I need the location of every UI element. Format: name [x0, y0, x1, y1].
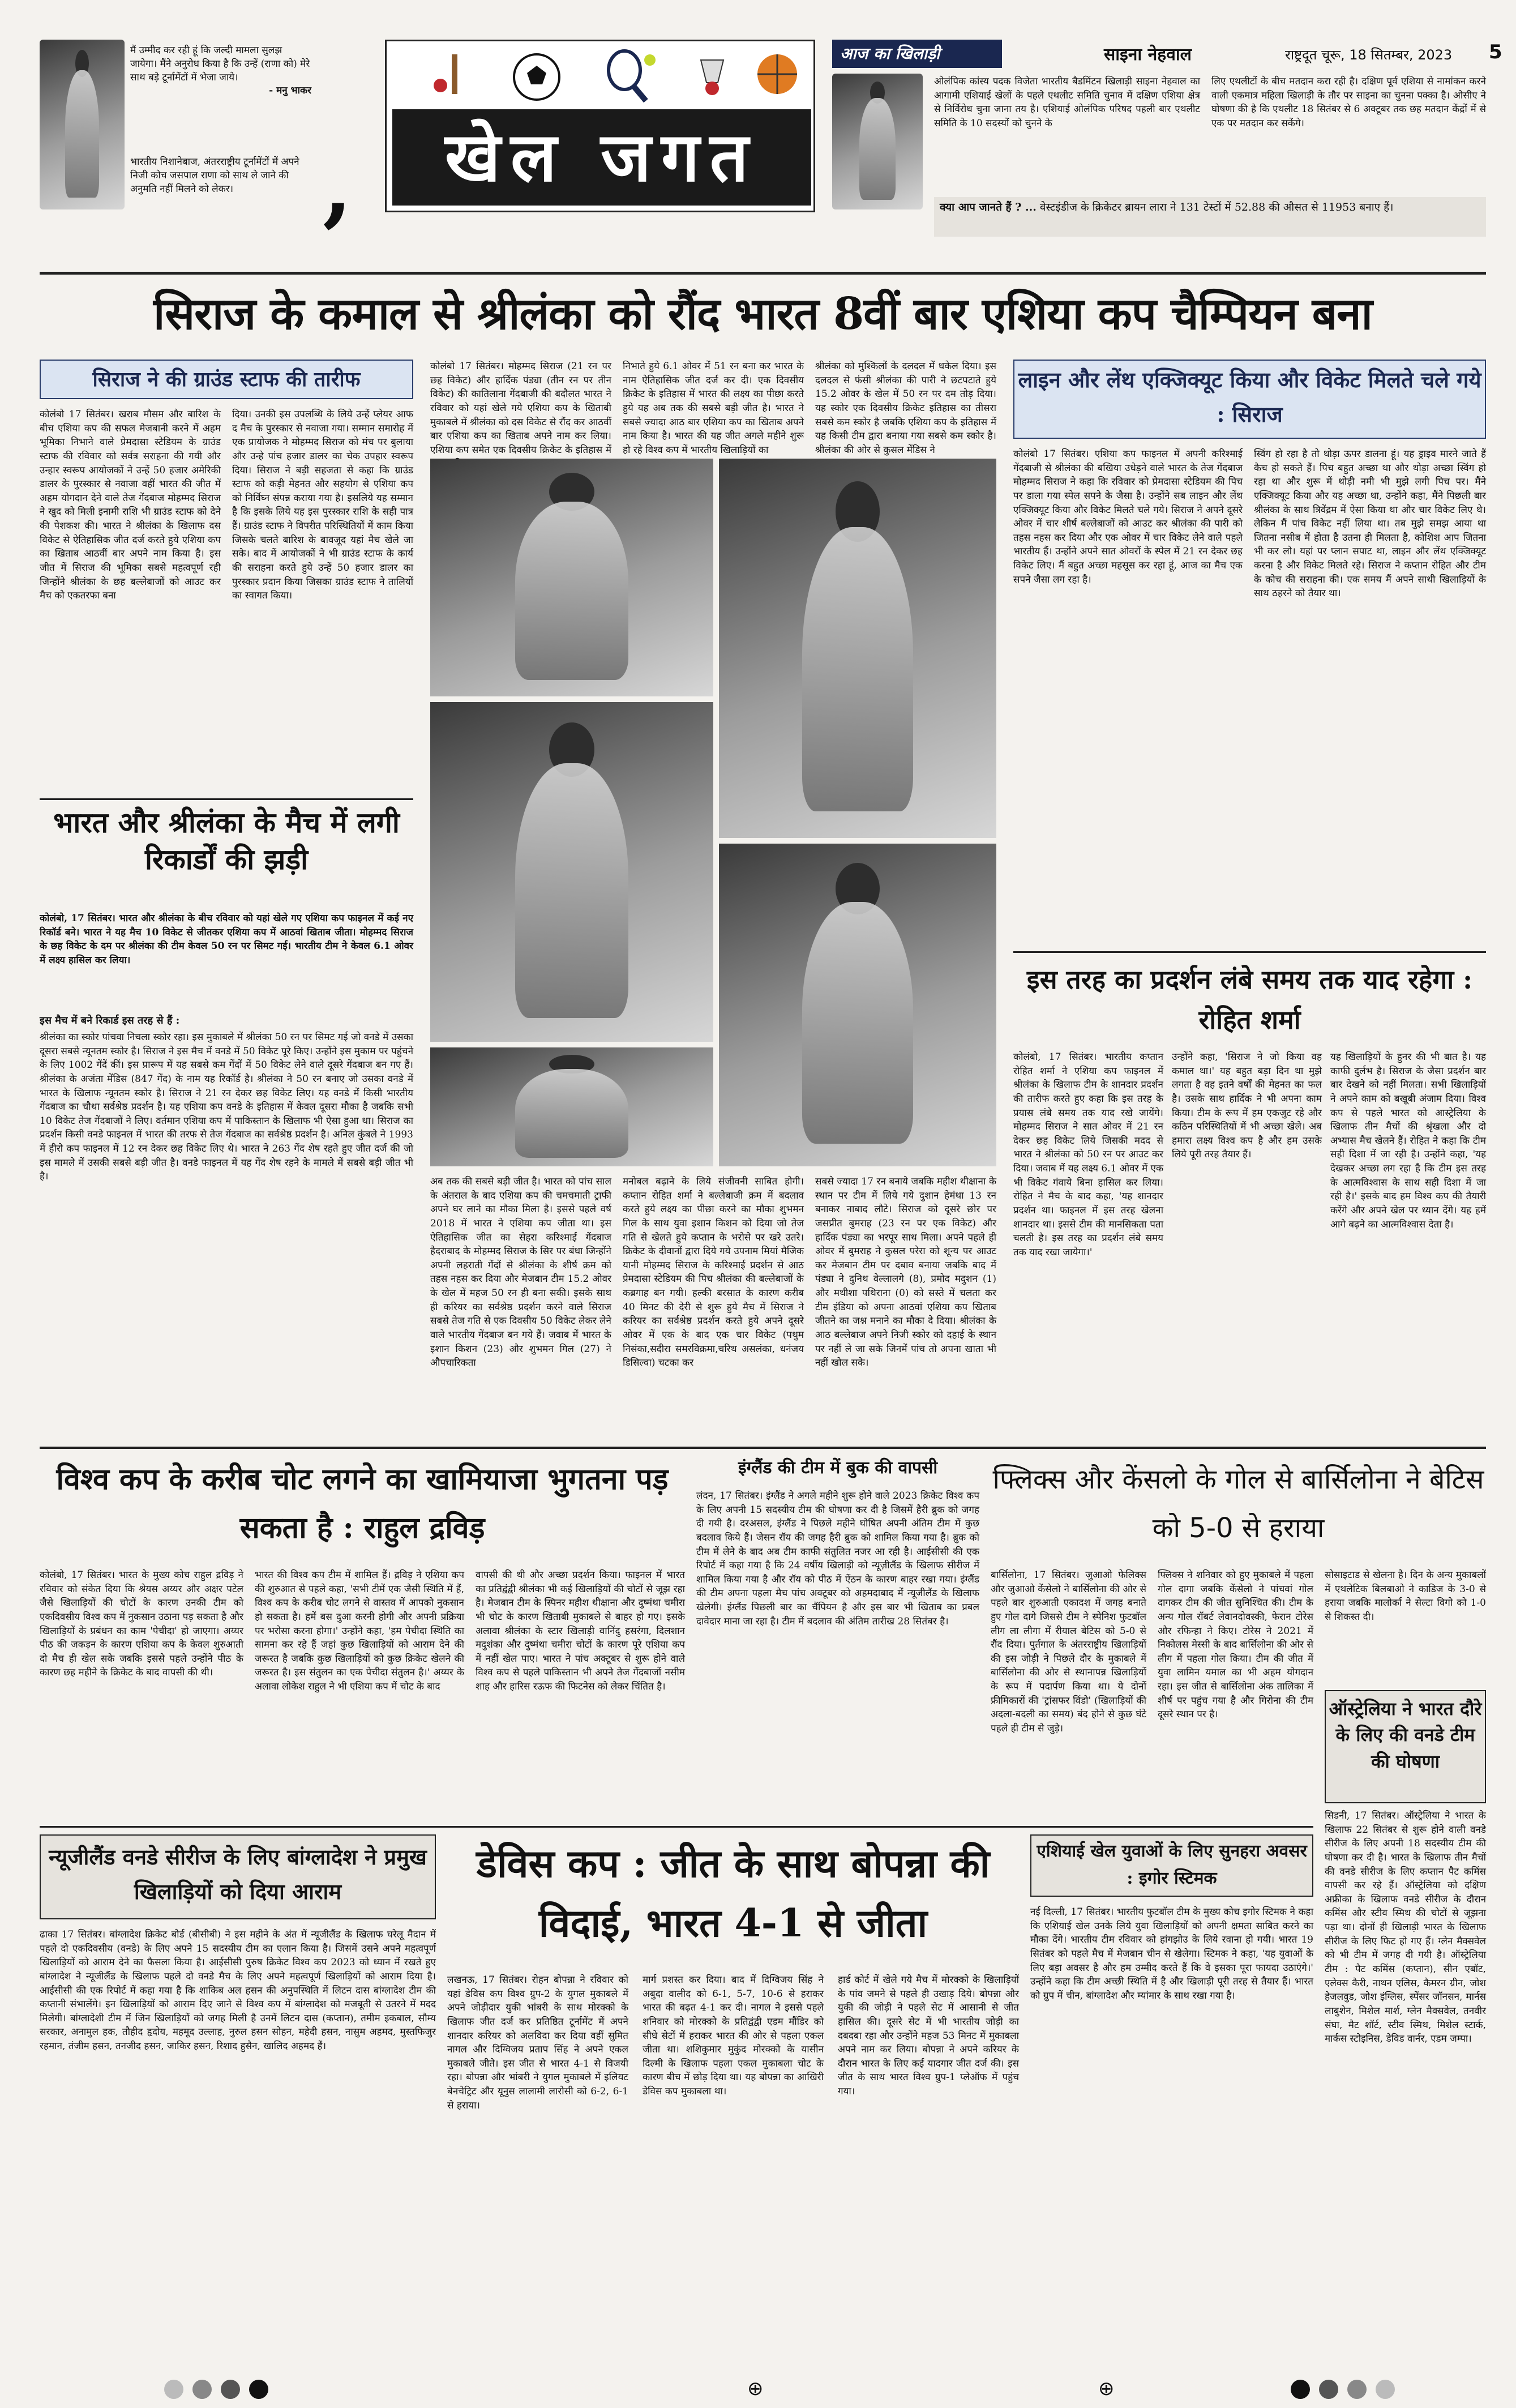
edition-dateline: राष्ट्रदूत चूरू, 18 सितम्बर, 2023 — [1285, 47, 1453, 63]
siraj-photo-4 — [719, 844, 996, 1166]
asian-games-body: नई दिल्ली, 17 सितंबर। भारतीय फुटबॉल टीम के मुख्य कोच इगोर स्टिमक ने कहा कि एशियाई खेल उनके लिये युवा खिलाड़ियों को अपनी क्षमता साबित करने का मौका देंगे। भारतीय टीम रविवार को हांगझोउ के लिये रवाना हो गयी। भारत 19 सितंबर को पहले मैच में मेजबान चीन से खेलेगा। स्टिमक ने कहा, 'यह युवाओं के लिए बड़ा अवसर है और हम उम्मीद करते हैं कि वे इसका पूरा फायदा उठाएंगे।' उन्होंने कहा कि टीम अच्छी स्थिति में है और खिलाड़ी पूरी तरह से तैयार हैं। भारत को ग्रुप में चीन, बांग्लादेश और म्यांमार के साथ रखा गया है। — [1030, 1906, 1313, 2001]
trivia-answer: वेस्टइंडीज के क्रिकेटर ब्रायन लारा ने 131 टेस्टों में 52.88 की औसत से 11953 बनाए हैं। — [1039, 201, 1394, 213]
cricket-icon — [432, 52, 477, 97]
color-registration-marks — [0, 2375, 1516, 2403]
section-rule — [40, 1447, 1486, 1449]
davis-col2: मार्ग प्रशस्त कर दिया। बाद में दिग्विजय सिंह ने अबुदा वालीद को 6-1, 5-7, 10-6 से हराकर भारत की बढ़त 4-1 कर दी। नागल ने इससे पहले शनिवार को मोरक्को के प्रतिद्वंद्वी एडम मौंडिर को सीधे सेटों में हराकर भारत की ओर से पहला एकल जीता था। शशिकुमार मुकुंद मोरक्को के यासीन दिल्मी के खिलाफ पहला एकल मुकाबला चोट के कारण बीच में छोड़ दिया था। यह बोपन्ना का आखिरी डेविस कप मुकाबला था। — [643, 1974, 824, 2098]
ground-staff-headline: सिराज ने की ग्राउंड स्टाफ की तारीफ — [40, 360, 413, 399]
rahul-col2: भारत की विश्व कप टीम में शामिल हैं। द्रविड़ ने एशिया कप की शुरुआत से पहले कहा, 'सभी टीमें एक जैसी स्थिति में हैं, विश्व कप के करीब चोट लगने से वास्तव में आपको नुकसान हो सकता है। हमें बस दुआ करनी होगी और अपनी प्रक्रिया पर भरोसा करना होगा।' उन्होंने कहा, 'हम पेचीदा स्थिति का सामना कर रहे हैं जहां कुछ खिलाड़ियों को आराम देने की जरूरत है जबकि कुछ खिलाड़ियों को कुछ क्रिकेट खेलने की जरूरत है। इस संतुलन का एक पेचीदा संतुलन है।' अय्यर के अलावा लोकेश राहुल ने भी एशिया कप में चोट के बाद — [255, 1569, 464, 1693]
records-subhead: इस मैच में बने रिकार्ड इस तरह से हैं : — [40, 1015, 180, 1026]
records-lead: कोलंबो, 17 सितंबर। भारत और श्रीलंका के बीच रविवार को यहां खेले गए एशिया कप फाइनल में कई नए रिकॉर्ड बने। भारत ने यह मैच 10 विकेट से जीतकर एशिया कप में आठवां खिताब जीता। मोहम्मद सिराज के छह विकेट के दम पर श्रीलंका की टीम केवल 50 रन पर सिमट गई। भारतीय टीम ने केवल 6.1 ओवर में लक्ष्य हासिल कर लिया। — [40, 913, 413, 966]
registration-dot — [164, 2380, 183, 2399]
masthead-rule — [40, 272, 1486, 275]
lead-story-bottom-col2: मनोबल बढ़ाने के लिये संजीवनी साबित होगी। कप्तान रोहित शर्मा ने बल्लेबाजी क्रम में बदलाव करते हुये लक्ष्य का पीछा करने का मौका शुभमन गिल के साथ युवा इशान किशन को दिया जो तेज गति से खेलते हुये कप्तान के भरोसे पर खरे उतरे। क्रिकेट के दीवानों द्वारा दिये गये उपनाम मियां मैजिक यानी मोहम्मद सिराज के करिश्माई प्रदर्शन से आठ प्रेमदासा स्टेडियम की पिच श्रीलंका की बल्लेबाजों के कब्रगाह बन गयी। हल्की बरसात के कारण करीब 40 मिनट की देरी से शुरू हुये मैच में सिराज ने करियर का सर्वश्रेष्ठ प्रदर्शन करते हुये अपने दूसरे ओवर में एक के बाद एक चार विकेट (पथुम निसंका,सदीरा समरविक्रमा,चरिथ असलंका, धनंजय डिसिल्वा) चटका कर — [623, 1176, 804, 1369]
barcelona-col2: फ्लिक्स ने शनिवार को हुए मुकाबले में पहला गोल दागा जबकि केंसेलो ने पांचवां गोल दागकर टीम की जीत सुनिश्चित की। टीम के अन्य गोल रॉबर्ट लेवानदोवस्की, फेरान टोरेस और रफिन्हा ने किए। टोरेस ने 2021 में निकोलस मेस्सी के बाद बार्सिलोना की ओर से लीग में पहला गोल किया। टीम की जीत में युवा लामिन यमाल का भी अहम योगदान रहा। इस जीत से बार्सिलोना अंक तालिका में शीर्ष पर पहुंच गया है और गिरोना की टीम दूसरे स्थान पर है। — [1158, 1569, 1313, 1721]
asian-games-headline: एशियाई खेल युवाओं के लिए सुनहरा अवसर : इगोर स्टिमक — [1030, 1834, 1313, 1897]
records-body: श्रीलंका का स्कोर पांचवा निचला स्कोर रहा। इस मुकाबले में श्रीलंका 50 रन पर सिमट गई जो वनडे में उसका दूसरा सबसे न्यूनतम स्कोर है। सिराज ने इस मैच में वनडे में 50 विकेट पूरे किए। उन्होंने इस मुकाम पर पहुंचने के लिए 1002 गेंदें कीं। इस प्रारूप में यह सबसे कम गेंदों में 50 विकेट लेने वाले दूसरे गेंदबाज बन गए हैं। श्रीलंका के अजंता मेंडिस (847 गेंद) के नाम यह रिकॉर्ड है। श्रीलंका ने 50 रन बनाए जो उसका वनडे में भारत के खिलाफ न्यूनतम स्कोर है। सिराज ने 21 रन देकर छह विकेट लिए। यह वनडे में किसी भारतीय गेंदबाज का चौथा सर्वश्रेष्ठ प्रदर्शन है। यह एशिया कप वनडे के इतिहास में केवल दूसरा मौका है जबकि सभी 10 विकेट तेज गेंदबाजों ने लिए। वर्तमान एशिया कप में पाकिस्तान के खिलाफ भी ऐसा हुआ था। सिराज का प्रदर्शन किसी वनडे फाइनल में भारत की तरफ से तेज गेंदबाज का सर्वश्रेष्ठ प्रदर्शन है। अनिल कुंबले ने 1993 में हीरो कप फाइनल में 12 रन देकर छह विकेट लिए थे। भारत ने 263 गेंद शेष रहते हुए जीत दर्ज की जो इस मामले में उसकी सबसे बड़ी जीत है। वनडे फाइनल में यह गेंद शेष रहने के मामले में सबसे बड़ी जीत भी है। — [40, 1032, 413, 1183]
lead-story-col3: श्रीलंका को मुश्किलों के दलदल में धकेल दिया। इस दलदल से फंसी श्रीलंका की पारी ने छटपटाते हुये 15.2 ओवर के खेल में 50 रन पर दम तोड़ दिया। यह स्कोर एक दिवसीय क्रिकेट इतिहास का तीसरा सबसे कम स्कोर है जबकि एशिया कप के इतिहास में यह किसी टीम द्वारा बनाया गया सबसे कम स्कोर है। श्रीलंका की ओर से कुसल मेंडिस ने — [815, 361, 996, 456]
rohit-col1: कोलंबो, 17 सितंबर। भारतीय कप्तान रोहित शर्मा ने एशिया कप फाइनल में श्रीलंका के खिलाफ टीम के शानदार प्रदर्शन की तारीफ करते हुए कहा कि इस तरह के प्रयास लंबे समय तक याद रखे जायेंगे। मोहम्मद सिराज ने सात ओवर में 21 रन देकर छह विकेट लिये जिसकी मदद से भारत ने श्रीलंका को 50 रन पर आउट कर दिया। जवाब में यह लक्ष्य 6.1 ओवर में एक भी विकेट गंवाये बिना हासिल कर लिया। रोहित ने मैच के बाद कहा, 'यह शानदार प्रदर्शन था। फाइनल में इस तरह खेलना शानदार था। इससे टीम की मानसिकता पता चलती है। इस तरह का प्रदर्शन लंबे समय तक याद रखा जायेगा।' — [1013, 1051, 1164, 1258]
rahul-col1: कोलंबो, 17 सितंबर। भारत के मुख्य कोच राहुल द्रविड़ ने रविवार को संकेत दिया कि श्रेयस अय्यर और अक्षर पटेल जैसे खिलाड़ियों की चोटों के कारण उनकी टीम को एकदिवसीय विश्व कप में नुकसान उठाना पड़ सकता है और खिलाड़ियों के प्रबंधन का काम 'पेचीदा' हो जाएगा। अय्यर पीठ की जकड़न के कारण एशिया कप के केवल शुरुआती दो मैच ही खेल सके जबकि इससे पहले उन्होंने पीठ के कारण छह महीने के क्रिकेट के बाद वापसी की थी। — [40, 1569, 243, 1679]
player-bio-col1: ओलंपिक कांस्य पदक विजेता भारतीय बैडमिंटन खिलाड़ी साइना नेहवाल का आगामी एशियाई खेलों के पहले एथलीट समिति चुनाव में दक्षिण एशिया क्षेत्र से निर्विरोध चुना जाना तय है। एशियाई ओलंपिक परिषद पहली बार एथलीट समिति के 10 सदस्यों को चुनने के — [934, 76, 1200, 129]
tennis-icon — [602, 49, 658, 105]
basketball-icon — [755, 52, 800, 97]
player-of-day-label: आज का खिलाड़ी — [832, 40, 1002, 68]
siraj-photo-3 — [430, 702, 713, 1042]
section-title-block — [385, 40, 815, 212]
manu-bhaker-photo — [40, 40, 125, 209]
rana-caption: भारतीय निशानेबाज, अंतरराष्ट्रीय टूर्नामेंटों में अपने निजी कोच जसपाल राणा को साथ ले जाने की अनुमति नहीं मिलने को लेकर। — [130, 156, 299, 195]
registration-dot — [1376, 2380, 1395, 2399]
trivia-question: क्या आप जानते हैं ? ... — [940, 201, 1037, 213]
lead-story-bottom-col1: अब तक की सबसे बड़ी जीत है। भारत को पांच साल के अंतराल के बाद एशिया कप की चमचमाती ट्राफी अपने घर लाने का मौका मिला है। इससे पहले वर्ष 2018 में भारत ने एशिया कप जीता था। इस ऐतिहासिक जीत का सेहरा करिश्माई गेंदबाज हैदराबाद के मोहम्मद सिराज के सिर पर बंधा जिन्होंने अपनी लहराती गेंदों से श्रीलंका के शीर्ष क्रम को तहस नहस कर दिया और मेजबान टीम 15.2 ओवर के खेल में महज 50 रन ही बना सकी। इसके साथ ही करियर का सर्वश्रेष्ठ प्रदर्शन करने वाले सिराज सबसे तेज गति से एक दिवसीय 50 विकेट लेकर लेने वाले भारतीय गेंदबाज बन गये हैं। जवाब में भारत के इशान किशन (23) और शुभमन गिल (27) ने औपचारिकता — [430, 1176, 611, 1369]
ground-staff-col2: दिया। उनकी इस उपलब्धि के लिये उन्हें प्लेयर आफ द मैच के पुरस्कार से नवाजा गया। सम्मान समारोह में एक प्रायोजक ने मोहम्मद सिराज को मंच पर बुलाया और उन्हे पांच हजार डालर का चेक उपहार स्वरूप दिया। सिराज ने बड़ी सहजता से कहा कि ग्राउंड स्टाफ को कड़ी मेहनत और सहयोग से एशिया कप को निर्विघ्न संपन्न कराया गया है। इसलिये यह सम्मान है कि इसके लिये यह इस पुरस्कार राशि के सही पात्र हैं। ग्राउंड स्टाफ ने विपरीत परिस्थितियों में काम किया जिसके चलते बारिश के बावजूद यहां मैच खेले जा सके। बाद में आयोजकों ने भी ग्राउंड स्टाफ के कार्य की सराहना करते हुये उन्हें 50 हजार डालर का पुरस्कार प्रदान किया जिसका ग्राउंड स्टाफ ने तालियों का स्वागत किया। — [232, 409, 413, 602]
line-length-headline: लाइन और लेंथ एक्जिक्यूट किया और विकेट मिलते चले गये : सिराज — [1013, 360, 1486, 439]
australia-headline: ऑस्ट्रेलिया ने भारत दौरे के लिए की वनडे टीम की घोषणा — [1325, 1690, 1486, 1803]
crosshair-icon: ⊕ — [747, 2377, 764, 2400]
saina-nehwal-photo — [832, 74, 923, 209]
barcelona-headline: फ्लिक्स और केंसलो के गोल से बार्सिलोना ने बेटिस को 5-0 से हराया — [992, 1464, 1484, 1545]
davis-cup-headline: डेविस कप : जीत के साथ बोपन्ना की विदाई, भारत 4-1 से जीता — [476, 1841, 990, 1947]
registration-dot — [221, 2380, 240, 2399]
rohit-col3: यह खिलाड़ियों के हुनर की भी बात है। यह काफी दुर्लभ है। सिराज के जैसा प्रदर्शन बार बार देखने को नहीं मिलता। सभी खिलाड़ियों ने अपने काम को बखूबी अंजाम दिया। विश्व कप से पहले भारत को आस्ट्रेलिया के खिलाफ तीन मैचों की श्रृंखला और दो अभ्यास मैच खेलने हैं। रोहित ने कहा कि टीम सही दिशा में जा रही है। उन्होंने कहा, 'यह देखकर अच्छा लग रहा है कि टीम इस तरह के आत्मविश्वास के साथ सही दिशा में जा रही है।' इसके बाद हम विश्व कप की तैयारी करेंगे और अपने खेल पर ध्यान देंगे। यह हमें आगे बढ़ने का आत्मविश्वास देता है। — [1330, 1051, 1486, 1230]
siraj-photo-2 — [719, 459, 996, 838]
trivia-box — [934, 197, 1486, 237]
england-body: लंदन, 17 सितंबर। इंग्लैंड ने अगले महीने शुरू होने वाले 2023 क्रिकेट विश्व कप के लिए अपनी 15 सदस्यीय टीम की घोषणा कर दी है जिसमें हैरी ब्रुक को जगह दी गयी है। दरअसल, इंग्लैंड ने पिछले महीने घोषित अपनी अंतिम टीम में कुछ बदलाव किये हैं। जेसन रॉय की जगह हैरी ब्रुक को शामिल किया गया है। ब्रुक को टीम में लेने के बाद अब टीम काफी संतुलित नजर आ रही है। आईसीसी की एक रिपोर्ट में कहा गया है कि 24 वर्षीय खिलाड़ी को न्यूज़ीलैंड के खिलाफ सीरीज में शामिल किया गया है और रॉय को पीठ में ऐंठन के कारण बाहर रखा गया। इंग्लैंड की टीम अपना पहला मैच पांच अक्टूबर को अहमदाबाद में न्यूजीलैंड के खिलाफ खेलेगी। इंग्लैंड पिछली बार का चैंपियन है और इस बार भी खिताब का प्रबल दावेदार माना जा रहा है। टीम में बदलाव की अंतिम तारीख 28 सितंबर है। — [696, 1490, 979, 1627]
main-headline: सिराज के कमाल से श्रीलंका को रौंद भारत 8वीं बार एशिया कप चैम्पियन बना — [153, 288, 1372, 340]
registration-dot — [1291, 2380, 1310, 2399]
australia-body: सिडनी, 17 सितंबर। ऑस्ट्रेलिया ने भारत के खिलाफ 22 सितंबर से शुरू होने वाली वनडे सीरीज के लिए अपनी 18 सदस्यीय टीम की घोषणा कर दी है। भारत के खिलाफ तीन मैचों की वनडे सीरीज के लिए कप्तान पैट कमिंस वापसी कर रहे हैं। ऑस्ट्रेलिया को दक्षिण अफ्रीका के खिलाफ वनडे सीरीज के दौरान कमिंस और स्टीव स्मिथ की चोटों से जूझना पड़ा था। दोनों ही खिलाड़ी भारत के खिलाफ सीरीज के लिए फिट हो गए हैं। ग्लेन मैक्सवेल को भी टीम में जगह दी गयी है। ऑस्ट्रेलिया टीम : पैट कमिंस (कप्तान), सीन एबॉट, एलेक्स कैरी, नाथन एलिस, कैमरन ग्रीन, जोश हेजलवुड, जोश इंग्लिस, स्पेंसर जॉनसन, मार्नस लाबुशेन, मिशेल मार्श, ग्लेन मैक्सवेल, तनवीर संघा, मैट शॉर्ट, स्टीव स्मिथ, मिशेल स्टार्क, मार्कस स्टोइनिस, डेविड वार्नर, एडम जम्पा। — [1325, 1810, 1486, 2045]
barcelona-col3: सोसाइटाड से खेलना है। दिन के अन्य मुकाबलों में एथलेटिक बिलबाओ ने काडिज के 3-0 से हराया जबकि मालोर्का ने सेल्टा विगो को 1-0 से शिकस्त दी। — [1325, 1569, 1486, 1623]
rohit-headline: इस तरह का प्रदर्शन लंबे समय तक याद रहेगा : रोहित शर्मा — [1026, 964, 1473, 1036]
davis-col1: लखनऊ, 17 सितंबर। रोहन बोपन्ना ने रविवार को यहां डेविस कप विश्व ग्रुप-2 के युगल मुकाबले में अपने जोड़ीदार युकी भांबरी के साथ मोरक्को के खिलाफ जीत दर्ज कर प्रतिष्ठित टूर्नामेंट में अपने शानदार करियर को अलविदा कर दिया वहीं सुमित नागल और दिग्विजय प्रताप सिंह ने अपने एकल मुकाबले जीते। इस जीत से भारत 4-1 से विजयी रहा। बोपन्ना और भांबरी ने युगल मुकाबले में इलियट बेनचेट्रिट और यूनुस लालामी लारोसी को 6-2, 6-1 से हराया। — [447, 1974, 628, 2111]
rahul-col3: वापसी की थी और अच्छा प्रदर्शन किया। फाइनल में भारत का प्रतिद्वंद्वी श्रीलंका भी कई खिलाड़ियों की चोटों से जूझ रहा है। मेजबान टीम के स्पिनर महीश थीक्षाना और दुष्मंथा चमीरा भी चोट के कारण खिताबी मुकाबले से बाहर हो गए। इसके अलावा श्रीलंका के स्टार खिलाड़ी वानिंदु हसरंगा, दिलशान मदुशंका और दुष्मंथा चमीरा चोटों के कारण पूरे एशिया कप में नहीं खेल पाए। भारत ने पांच अक्टूबर से शुरू होने वाले विश्व कप से पहले पाकिस्तान भी अपने तेज गेंदबाजों नसीम शाह और हारिस रऊफ की फिटनेस को लेकर चिंतित है। — [476, 1569, 685, 1693]
line-length-col1: कोलंबो 17 सितंबर। एशिया कप फाइनल में अपनी करिश्माई गेंदबाजी से श्रीलंका की बखिया उधेड़ने वाले भारत के तेज गेंदबाज मोहम्मद सिराज ने कहा कि रविवार को प्रेमदासा स्टेडियम की पिच पर डाला गया स्पेल सपने के जैसा है। उन्होंने सब लाइन और लेंथ एक्जिक्यूट किया और विकेट मिलते चले गये। सिराज ने अपने दूसरे ओवर में चार शीर्ष बल्लेबाजों को आउट कर श्रीलंका की पारी को तहस नहस कर दिया और एक ओवर में चार विकेट लेने वाले पहले भारतीय हैं। उन्होंने अपने सात ओवरों के स्पेल में 21 रन देकर छह विकेट लिए। मैं बहुत अच्छा महसूस कर रहा हूं, आज का मैच एक सपने जैसा लग रहा है। — [1013, 448, 1243, 585]
shuttlecock-icon — [692, 57, 732, 97]
page-number: 5 — [1489, 41, 1502, 63]
divider — [40, 798, 413, 800]
registration-dot — [192, 2380, 212, 2399]
davis-col3: हार्ड कोर्ट में खेले गये मैच में मोरक्को के खिलाड़ियों के पांव जमने से पहले ही उखाड़ दिये। बोपन्ना और युकी की जोड़ी ने पहले सेट में आसानी से जीत हासिल की। दूसरे सेट में भी भारतीय जोड़ी का दबदबा रहा और उन्होंने महज 53 मिनट में मुकाबला अपने नाम कर लिया। बोपन्ना ने अपने करियर के दौरान भारत के लिए कई यादगार जीत दर्ज की। इस जीत के साथ भारत विश्व ग्रुप-1 प्लेऑफ में पहुंच गया। — [838, 1974, 1019, 2098]
siraj-photo-5 — [430, 1047, 713, 1166]
rahul-headline: विश्व कप के करीब चोट लगने का खामियाजा भुगतना पड़ सकता है : राहुल द्रविड़ — [56, 1462, 669, 1545]
bangladesh-headline: न्यूजीलैंड वनडे सीरीज के लिए बांग्लादेश ने प्रमुख खिलाड़ियों को दिया आराम — [40, 1834, 436, 1919]
manu-quote-author: - मनु भाकर — [269, 85, 311, 97]
registration-dot — [1347, 2380, 1367, 2399]
barcelona-col1: बार्सिलोना, 17 सितंबर। जुआओ फेलिक्स और जुआओ केंसेलो ने बार्सिलोना की ओर से पहले बार शुरुआती एकादश में जगह बनाते हुए गोल दागे जिससे टीम ने स्पेनिश फुटबॉल लीग ला लीगा में रीयाल बेटिस को 5-0 से रौंद दिया। पुर्तगाल के अंतरराष्ट्रीय खिलाड़ियों की इस जोड़ी ने पिछले दौर के मुकाबले में बार्सिलोना की ओर से स्थानापन्न खिलाड़ियों के रूप में पदार्पण किया था। ये दोनों फ्रीमिकारों की 'ट्रांसफर विंडो' (खिलाड़ियों की अदला-बदली का समय) बंद होने से कुछ घंटे पहले ही टीम से जुड़े। — [991, 1569, 1146, 1735]
registration-dot — [1319, 2380, 1338, 2399]
line-length-col2: स्विंग हो रहा है तो थोड़ा ऊपर डालना हूं। यह ड्राइव मारने जाते हैं कैच हो सकते हैं। पिच बहुत अच्छा था और थोड़ा अच्छा स्विंग हो रहा था और शुरू में थोड़ी नमी भी मुझे लगी पिच पर। मैंने एक्जिक्यूट किया और यह अच्छा था, उन्होंने कहा, मैंने पिछली बार श्रीलंका के साथ त्रिवेंद्रम में ऐसा किया था और चार विकेट लिए थे। लेकिन मैं पांच विकेट नहीं लिया था। तब मुझे समझ आया था जितना नसीब में होता है उतना ही मिलता है, कोशिश आप जितना भी कर लो। यहां पर प्लान सपाट था, लाइन और लेंथ एक्जिक्यूट करना है और विकेट मिलते रहे। सिराज ने कप्तान रोहित और टीम के कोच की सराहना की। एक समय मैं अपने साथी खिलाड़ियों के साथ ठहरने को तैयार था। — [1254, 448, 1486, 600]
section-title: खेल जगत — [392, 109, 811, 206]
lead-story-col1: कोलंबो 17 सितंबर। मोहम्मद सिराज (21 रन पर छह विकेट) और हार्दिक पंड्या (तीन रन पर तीन विकेट) की कातिलाना गेंदबाजी की बदौलत भारत ने रविवार को यहां खेले गये एशिया कप के खिताबी मुकाबले में श्रीलंका को दस विकेट से रौंद कर आठवीं बार एशिया कप का खिताब अपने नाम कर लिया। एशिया कप समेत एक दिवसीय क्रिकेट के इतिहास में — [430, 361, 611, 456]
section-rule — [40, 1826, 1313, 1828]
masthead — [40, 40, 1502, 266]
player-bio-col2: लिए एथलीटों के बीच मतदान करा रही है। दक्षिण पूर्व एशिया से नामांकन करने वाली एकमात्र महिला खिलाड़ी के तौर पर साइना का चुनना पक्का है। ओसीए ने घोषणा की है कि एथलीट 18 सितंबर से 6 अक्टूबर तक छह मतदान केंद्रों में से एक पर मतदान कर सकेंगे। — [1211, 76, 1486, 129]
bangladesh-body: ढाका 17 सितंबर। बांग्लादेश क्रिकेट बोर्ड (बीसीबी) ने इस महीने के अंत में न्यूजीलैंड के खिलाफ घरेलू मैदान में पहले दो एकदिवसीय (वनडे) के लिए अपने 15 सदस्यीय टीम का एलान किया है। जिसमें उसने अपने महत्वपूर्ण खिलाड़ियों को आराम देने का फैसला किया है। आईसीसी पुरुष क्रिकेट विश्व कप 2023 को ध्यान में रखते हुए बांग्लादेश ने न्यूजीलैंड के खिलाफ पहले दो वनडे मैच के लिए अपने महत्वपूर्ण खिलाड़ियों को आराम दिया है। आईसीसी की एक रिपोर्ट में कहा गया है कि शाकिब अल हसन की अनुपस्थिति में लिटन दास बांग्लादेश टीम की कप्तानी संभालेंगे। इन खिलाड़ियों को आराम दिए जाने से विश्व कप में बांग्लादेश को मजबूती से उतरने में मदद मिलेगी। बांग्लादेशी टीम में जिन खिलाड़ियों को जगह मिली है उनमें लिटन दास (कप्तान), तमीम इकबाल, सौम्य सरकार, अनामुल हक, तौहीद हृदोय, महमूद उल्लाह, नुरुल हसन सोहन, महेदी हसन, नासुम अहमद, मुस्तफिजुर रहमान, तंजीम हसन, तनजीद हसन, जाकिर हसन, रिशाद हुसैन, खालिद अहमद हैं। — [40, 1929, 436, 2052]
england-headline: इंग्लैंड की टीम में बुक की वापसी — [738, 1458, 938, 1478]
divider — [1013, 951, 1486, 953]
sports-icons-row — [398, 46, 806, 108]
manu-quote: मैं उम्मीद कर रही हूं कि जल्दी मामला सुलझ जायेगा। मैंने अनुरोध किया है कि उन्हें (राणा को) मेरे साथ बड़े टूर्नामेंटों में भेजा जाये। - मनु भाकर — [130, 44, 311, 98]
quote-mark: , — [323, 137, 353, 237]
registration-dot — [249, 2380, 268, 2399]
lead-story-bottom-col3: सबसे ज्यादा 17 रन बनाये जबकि महीश थीक्षाना के स्थान पर टीम में लिये गये दुशान हेमंथा 13 रन बनाकर नाबाद लौटे। सिराज को दूसरे छोर पर जसप्रीत बुमराह (23 रन पर एक विकेट) और हार्दिक पंड्या का भरपूर साथ मिला। अपने पहले ही ओवर में बुमराह ने कुसल परेरा को शून्य पर आउट कर मेजबान टीम पर दबाव बनाया जबकि बाद में पंड्या ने दुनिथ वेल्लालगे (8), प्रमोद मदुशन (1) और मथीशा पथिराना (0) को सस्ते में चलता कर टीम इंडिया को अपना आठवां एशिया कप खिताब जीतने का जश्न मनाने का मौका दे दिया। श्रीलंका के आठ बल्लेबाज अपने निजी स्कोर को दहाई के स्थान पर नहीं ले जा सके जिनमें पांच तो अपना खाता भी नहीं खोल सके। — [815, 1176, 996, 1369]
crosshair-icon: ⊕ — [1098, 2377, 1115, 2400]
player-name: साइना नेहवाल — [1104, 45, 1192, 65]
rohit-col2: उन्होंने कहा, 'सिराज ने जो किया वह कमाल था।' यह बहुत बड़ा दिन था मुझे लगता है वह इतने वर्षों की मेहनत का फल है। उसके साथ हार्दिक ने भी अपना काम किया। टीम के रूप में हम एकजुट रहे और कठिन परिस्थितियों में भी अच्छा खेले। अब हमारा लक्ष्य विश्व कप है और हम उसके लिये पूरी तरह तैयार हैं। — [1172, 1051, 1322, 1161]
lead-story-col2: निभाते हुये 6.1 ओवर में 51 रन बना कर भारत के नाम ऐतिहासिक जीत दर्ज कर दी। एक दिवसीय क्रिकेट के इतिहास में भारत की लक्ष्य का पीछा करते हुये यह अब तक की सबसे बड़ी जीत है। भारत ने सबसे ज्यादा आठ बार एशिया कप का खिताब अपने नाम किया है। भारत की यह जीत अगले महीने शुरू हो रहे विश्व कप में भारतीय खिलाड़ियों का — [623, 361, 804, 456]
football-icon — [511, 52, 562, 102]
ground-staff-col1: कोलंबो 17 सितंबर। खराब मौसम और बारिश के बीच एशिया कप की सफल मेजबानी करने में अहम भूमिका निभाने वाले प्रेमदासा स्टेडियम के ग्राउंड स्टाफ की रविवार को सर्वत्र सराहना की गयी और उन्हार स्वरूप आयोजकों ने उन्हें 50 हजार अमेरिकी डालर के पुरस्कार से नवाजा वहीं भारत की जीत में अहम योगदान देने वाले तेज गेंदबाज मोहम्मद सिराज ने खुद को मिली इनामी राशि भी ग्राउंड स्टाफ को देने की पेशकश की। भारत ने श्रीलंका के खिलाफ दस विकेट से ऐतिहासिक जीत दर्ज करते हुये एशिया कप का खिताब आठवीं बार अपने नाम किया है। इस जीत में सिराज की भूमिका सबसे महत्वपूर्ण रही जिन्होंने श्रीलंका के छह बल्लेबाजों को आउट कर मैच को एकतरफा बना — [40, 409, 221, 602]
records-headline: भारत और श्रीलंका के मैच में लगी रिकार्डों की झड़ी — [53, 806, 400, 876]
siraj-photo-1 — [430, 459, 713, 696]
